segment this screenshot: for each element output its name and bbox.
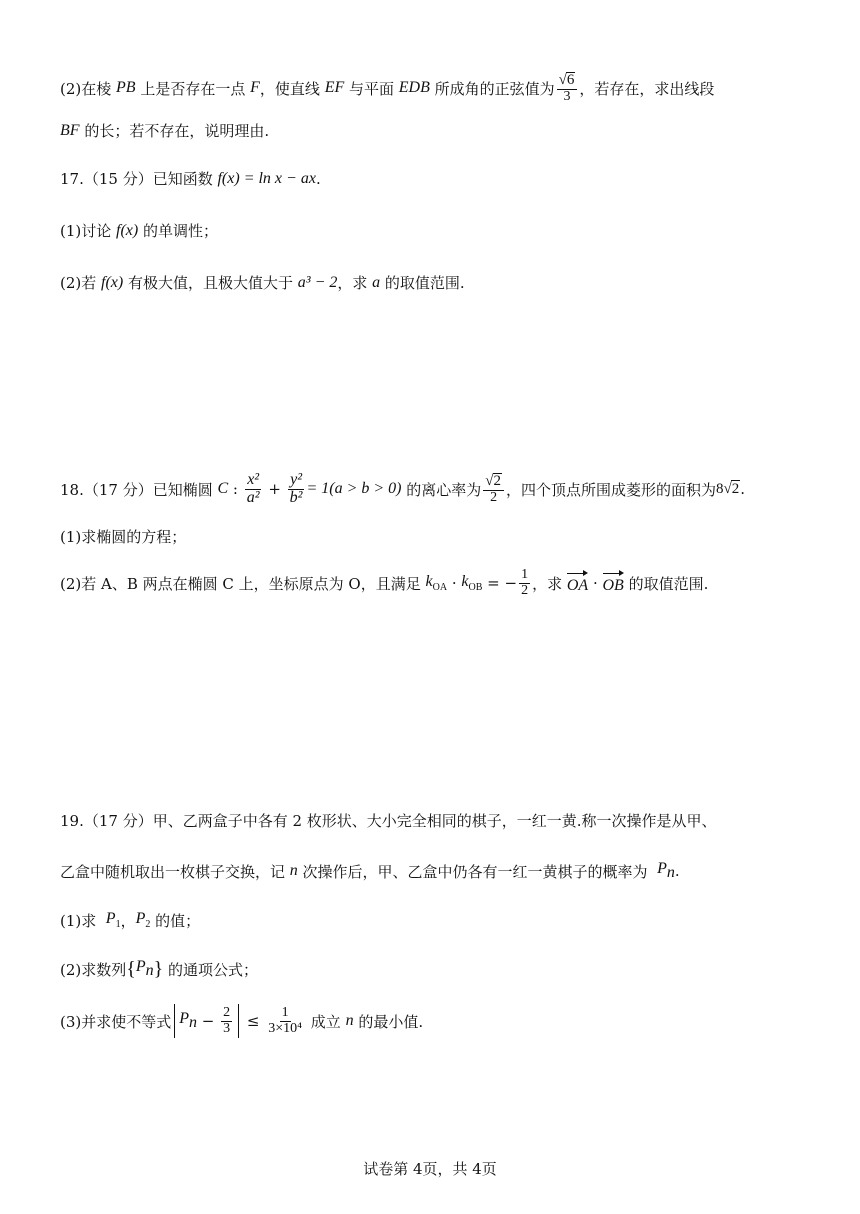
text: 的离心率为 (401, 480, 482, 499)
text: 有极大值，且极大值大于 (123, 274, 298, 292)
page-footer: 试卷第 4页，共 4页 (363, 1160, 497, 1178)
q17-part2 (60, 272, 465, 293)
math-a3-minus-2: a³ − 2 (297, 273, 338, 291)
text: (2)在棱 (60, 79, 117, 98)
fraction-eccentricity: √ 2 2 (483, 473, 504, 505)
text: 的单调性； (138, 222, 219, 240)
vector-ob: OB (603, 572, 624, 595)
math-a: a (372, 273, 381, 291)
math-fx: f(x) (116, 221, 139, 239)
fraction-x2-over-a2: $\frac{\text{x²}}{\text{a²}}$ (246, 471, 260, 506)
text: = − (482, 574, 518, 593)
math-fx: f(x) (101, 273, 124, 291)
text: 成立 (306, 1012, 346, 1031)
text: . (315, 169, 321, 188)
math-condition: = 1(a > b > 0) (306, 480, 402, 498)
math-p2: $P_2$ (135, 910, 151, 931)
text: . (674, 862, 680, 881)
text: 的通项公式； (163, 961, 259, 979)
text: 的取值范围. (380, 274, 465, 292)
q16-part2-line2 (60, 120, 269, 141)
q19-line1 (60, 810, 717, 831)
text: ，四个顶点所围成菱形的面积为 (506, 480, 717, 499)
math-n: n (345, 1012, 354, 1030)
math-ef: EF (324, 79, 345, 97)
q17-part1 (60, 220, 218, 241)
math-edb: EDB (398, 79, 430, 97)
vector-oa: OA (567, 572, 588, 595)
text: · (588, 574, 603, 593)
math-pb: PB (116, 79, 136, 97)
fraction-rhs: $\frac{1}{\text{3×10⁴}}$ (268, 1005, 303, 1036)
math-c: C (217, 480, 229, 498)
q19-part3 (60, 1004, 423, 1038)
text: (3)并求使不等式 (60, 1012, 172, 1031)
right-brace: } (153, 958, 164, 980)
text: 的取值范围. (623, 574, 709, 593)
math-function: f(x) = ln x − ax (217, 169, 316, 187)
math-bf: BF (60, 121, 80, 139)
text: (2)求数列 (60, 961, 127, 979)
text: 的最小值. (353, 1012, 424, 1031)
text: 的值； (150, 912, 201, 930)
text: ，求 (532, 574, 567, 593)
q18-heading (60, 472, 745, 507)
math-n: n (289, 862, 298, 880)
text: + (263, 480, 286, 499)
q19-line2 (60, 860, 680, 882)
text: (1)讨论 (60, 222, 117, 240)
math-pn: $P_n$ (657, 860, 675, 882)
fraction-sqrt6-over-3: √ 6 3 (557, 72, 578, 104)
math-k-ob: $k_{OB}$ (461, 573, 483, 594)
math-pn: $P_n$ (135, 958, 154, 980)
fraction-half: $\frac{1}{2}$ (521, 567, 529, 598)
text: ≤ (242, 1012, 265, 1031)
text: 所成角的正弦值为 (429, 79, 555, 98)
text: : (228, 480, 243, 499)
math-p1: $P_1$ (105, 910, 121, 931)
left-brace: { (126, 958, 136, 980)
q16-part2-line1 (60, 72, 714, 104)
text: · (447, 574, 462, 593)
text: ，求 (337, 274, 373, 292)
text: 19.（17 分）甲、乙两盒子中各有 2 枚形状、大小完全相同的棋子，一红一黄.称一次操作是从甲、 (60, 812, 717, 830)
text: 次操作后，甲、乙盒中仍各有一红一黄棋子的概率为 (297, 862, 658, 881)
text: 上是否存在一点 (135, 79, 251, 98)
text: (2)若 A、B 两点在椭圆 C 上，坐标原点为 O，且满足 (60, 574, 426, 593)
q19-part1 (60, 910, 200, 931)
fraction-y2-over-b2: $\frac{\text{y²}}{\text{b²}}$ (289, 471, 303, 506)
text: (1)求椭圆的方程； (60, 528, 187, 546)
text: ，使直线 (259, 79, 325, 98)
q19-part2 (60, 958, 258, 981)
q17-heading (60, 168, 321, 189)
math-k-oa: $k_{OA}$ (425, 573, 448, 594)
text: 17.（15 分）已知函数 (60, 170, 218, 188)
text: ， (120, 912, 136, 930)
text: (1)求 (60, 912, 106, 930)
text: (2)若 (60, 274, 102, 292)
text: 与平面 (344, 79, 399, 98)
text: . (740, 480, 746, 499)
absolute-value: $P_n$ − $\frac{2}{3}$ (174, 1004, 239, 1038)
text: 的长；若不存在，说明理由. (79, 122, 270, 140)
text: 18.（17 分）已知椭圆 (60, 480, 218, 499)
math-f: F (250, 79, 260, 97)
text: ，若存在，求出线段 (579, 79, 715, 98)
q18-part1 (60, 526, 186, 547)
text: 乙盒中随机取出一枚棋子交换，记 (60, 862, 290, 881)
math-area: 8 √ 2 (716, 481, 740, 498)
q18-part2 (60, 568, 708, 598)
